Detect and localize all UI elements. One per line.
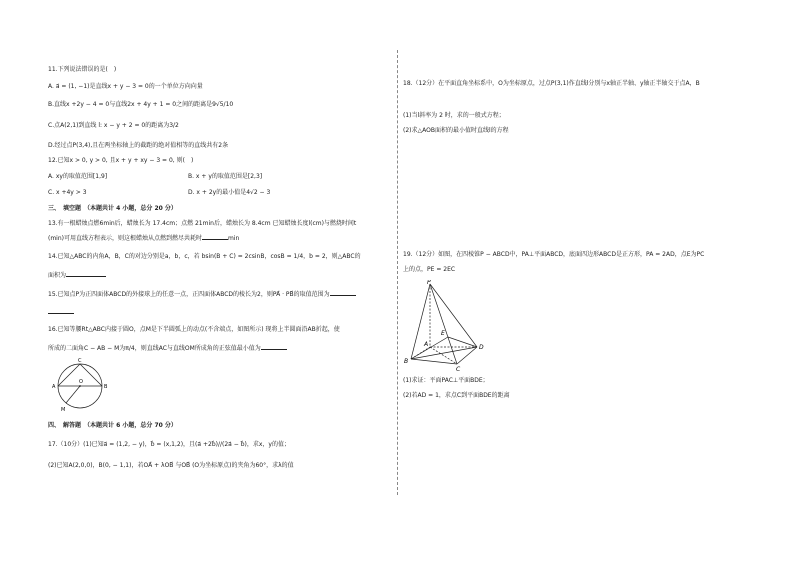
q15-answer-blank-cont (48, 308, 74, 314)
q12-option-d: D. x + 2y的最小值是4√2 − 3 (188, 189, 271, 196)
fig-label-o: O (79, 379, 83, 385)
q11-option-c: C.点A(2,1)到直线 l: x − y + 2 = 0的距离为3/2 (48, 122, 179, 129)
question-14-line2 (48, 271, 106, 280)
pyramid-figure (403, 280, 487, 372)
fig-label-a2: A (424, 341, 429, 348)
question-19-part2: (2)若AD = 1，求点C到平面BDE的距离 (403, 392, 510, 399)
fig-label-m: M (61, 407, 66, 413)
q14-answer-blank (66, 271, 106, 277)
section-3-header: 三、 填空题 （本题共计 4 小题，总分 20 分） (48, 205, 177, 212)
q15-answer-blank (330, 290, 356, 296)
question-15-line1 (48, 290, 356, 299)
q12-option-c: C. x +4y > 3 (48, 189, 87, 196)
question-12: 12.已知x > 0, y > 0, 且x + y + xy − 3 = 0, 则( ) (48, 157, 194, 164)
question-18-part2: (2)求△AOB面积的最小值时直线l的方程 (403, 127, 509, 134)
question-18-part1: (1)当l斜率为 2 时，求的一般式方程； (403, 112, 505, 119)
fig-label-d: D (479, 344, 484, 351)
q11-option-b: B.直线x +2y − 4 = 0与直线2x + 4y + 1 = 0之间的距离是9√5/10 (48, 101, 234, 108)
q13-unit: min (228, 235, 240, 242)
q15-blank-cont (48, 308, 74, 317)
fig-label-b2: B (404, 358, 409, 365)
q11-option-a: A. a⃗ = (1, −1)是直线x + y − 3 = 0的一个单位方向向量 (48, 83, 203, 90)
fig-label-p: P (427, 280, 431, 286)
question-17-line1: 17.（10分）(1)已知a⃗ = (1,2, − y)，b⃗ = (x,1,2)，且(a⃗ +2b⃗)//(2a⃗ − b⃗)，求x，y的值； (48, 441, 290, 448)
section-4-header: 四、 解答题 （本题共计 6 小题，总分 70 分） (48, 422, 177, 429)
question-19-part1: (1)求证：平面PAC⊥平面BDE； (403, 377, 489, 384)
question-19-line1: 19.（12分）如图，在四棱锥P − ABCD中，PA⊥平面ABCD，底面四边形ABCD是正方形，PA = 2AD，点E为PC (403, 251, 705, 258)
question-16-line1: 16.已知等腰Rt△ABC内接于圆O，点M是下半圆弧上的动点(不含端点，如图所示) 现将上半圆面沿AB折起，使 (48, 326, 340, 333)
question-14-line1: 14.已知△ABC的内角A，B，C的对边分别是a，b，c，若 bsin(B + C) = 2csinB，cosB = 1/4，b = 2，则△ABC的 (48, 253, 361, 260)
q16-answer-blank (261, 344, 287, 350)
question-13-line1: 13.有一根蜡烛点燃6min后，蜡烛长为 17.4cm；点燃 21min后，蜡烛长为 8.4cm 已知蜡烛长度l(cm)与燃烧时间t (48, 220, 357, 227)
q16-text: 所成的二面角C − AB − M为π/4，则直线AC与直线OM所成角的正弦值最小值为 (48, 345, 261, 352)
q13-text: (min)可用直线方程表示，则这根蜡烛从点燃到燃尽共耗时 (48, 235, 202, 242)
question-13-line2 (48, 234, 239, 243)
question-19-line2: 上的点，PE = 2EC (403, 266, 456, 273)
question-17-line2: (2)已知A(2,0,0)，B(0, − 1,1)，若OA⃗ + λOB⃗ 与OB⃗ (O为坐标原点)的夹角为60°，求λ的值 (48, 462, 294, 469)
q14-text: 面积为 (48, 272, 67, 279)
question-16-line2 (48, 344, 287, 353)
fig-label-c: C (78, 358, 82, 364)
q15-text: 15.已知点P为正四面体ABCD的外接球上的任意一点，正四面体ABCD的棱长为2，则PA⃗ · PB⃗的取值范围为 (48, 291, 330, 298)
fig-label-a: A (52, 384, 56, 390)
question-11: 11.下列说法错误的是( ) (48, 66, 117, 73)
column-divider (397, 50, 398, 495)
fig-label-b: B (104, 384, 108, 390)
circle-figure (48, 356, 112, 416)
question-18-line1: 18.（12分）在平面直角坐标系中，O为坐标原点，过点P(3,1)作直线l分别与x轴正半轴、y轴正半轴交于点A，B (403, 80, 700, 87)
q12-option-b: B. x + y的取值范围是[2,3] (188, 173, 263, 180)
fig-label-c2: C (456, 366, 461, 372)
q11-option-d: D.经过点P(3,4),且在两坐标轴上的截距的绝对值相等的直线共有2条 (48, 142, 229, 149)
fig-label-e: E (441, 330, 445, 337)
q13-answer-blank (202, 234, 228, 240)
q12-option-a: A. xy的取值范围[1,9] (48, 173, 108, 180)
